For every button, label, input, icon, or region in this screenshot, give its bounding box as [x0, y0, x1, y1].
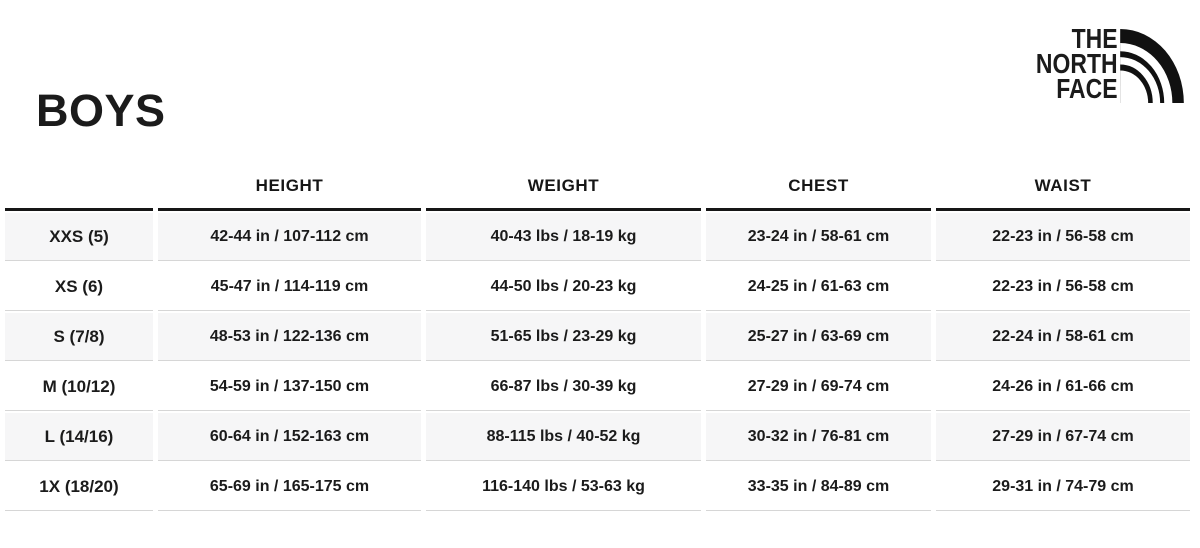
- height-cell: 60-64 in / 152-163 cm: [158, 413, 421, 461]
- header-row: [5, 166, 1190, 211]
- wordmark-line-3: FACE: [1056, 73, 1118, 104]
- boys-size-chart: [0, 164, 1195, 513]
- half-dome-icon: [1120, 29, 1184, 103]
- weight-cell: 44-50 lbs / 20-23 kg: [426, 263, 701, 311]
- wordmark-line-1: THE: [1072, 23, 1118, 54]
- size-cell: 1X (18/20): [5, 463, 153, 511]
- chest-cell: 23-24 in / 58-61 cm: [706, 213, 931, 261]
- height-cell: 42-44 in / 107-112 cm: [158, 213, 421, 261]
- waist-cell: 24-26 in / 61-66 cm: [936, 363, 1190, 411]
- table-row: [5, 213, 1190, 261]
- weight-cell: 66-87 lbs / 30-39 kg: [426, 363, 701, 411]
- height-cell: 48-53 in / 122-136 cm: [158, 313, 421, 361]
- chest-cell: 27-29 in / 69-74 cm: [706, 363, 931, 411]
- chest-cell: 25-27 in / 63-69 cm: [706, 313, 931, 361]
- table-row: [5, 263, 1190, 311]
- weight-cell: 88-115 lbs / 40-52 kg: [426, 413, 701, 461]
- wordmark-line-2: NORTH: [1036, 48, 1118, 79]
- chest-cell: 33-35 in / 84-89 cm: [706, 463, 931, 511]
- column-header-size: [5, 166, 153, 211]
- size-cell: XS (6): [5, 263, 153, 311]
- table-row: [5, 463, 1190, 511]
- size-cell: XXS (5): [5, 213, 153, 261]
- table-row: [5, 363, 1190, 411]
- waist-cell: 22-23 in / 56-58 cm: [936, 263, 1190, 311]
- chest-cell: 30-32 in / 76-81 cm: [706, 413, 931, 461]
- height-cell: 65-69 in / 165-175 cm: [158, 463, 421, 511]
- height-cell: 45-47 in / 114-119 cm: [158, 263, 421, 311]
- column-header-weight: WEIGHT: [426, 166, 701, 211]
- north-face-wordmark: [1036, 23, 1118, 104]
- north-face-logo: [1018, 23, 1184, 104]
- waist-cell: 22-23 in / 56-58 cm: [936, 213, 1190, 261]
- weight-cell: 40-43 lbs / 18-19 kg: [426, 213, 701, 261]
- size-cell: L (14/16): [5, 413, 153, 461]
- size-cell: S (7/8): [5, 313, 153, 361]
- weight-cell: 116-140 lbs / 53-63 kg: [426, 463, 701, 511]
- height-cell: 54-59 in / 137-150 cm: [158, 363, 421, 411]
- table-row: [5, 413, 1190, 461]
- weight-cell: 51-65 lbs / 23-29 kg: [426, 313, 701, 361]
- waist-cell: 29-31 in / 74-79 cm: [936, 463, 1190, 511]
- table-row: [5, 313, 1190, 361]
- waist-cell: 22-24 in / 58-61 cm: [936, 313, 1190, 361]
- column-header-height: HEIGHT: [158, 166, 421, 211]
- column-header-chest: CHEST: [706, 166, 931, 211]
- chest-cell: 24-25 in / 61-63 cm: [706, 263, 931, 311]
- waist-cell: 27-29 in / 67-74 cm: [936, 413, 1190, 461]
- page-title: BOYS: [36, 85, 166, 137]
- size-cell: M (10/12): [5, 363, 153, 411]
- column-header-waist: WAIST: [936, 166, 1190, 211]
